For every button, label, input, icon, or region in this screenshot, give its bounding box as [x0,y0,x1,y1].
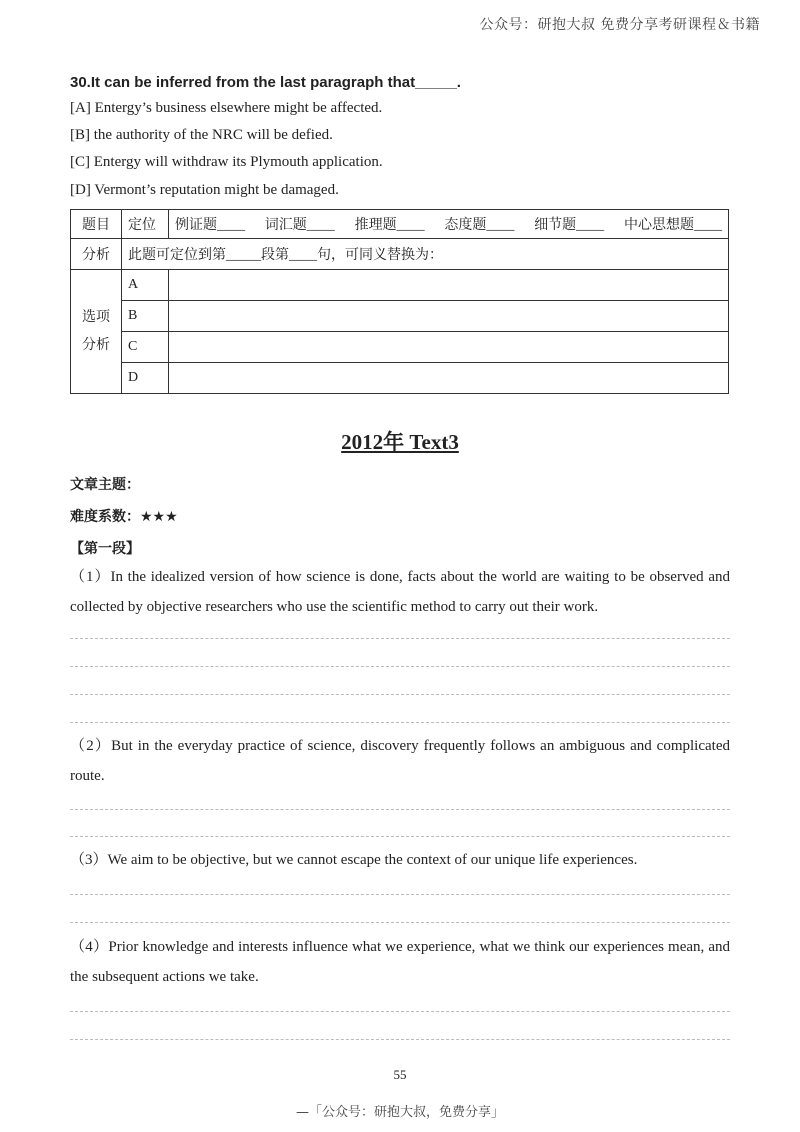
option-letter-b: B [122,301,169,332]
options-analysis-label [71,270,122,394]
table-position-label: 定位 [122,210,169,239]
analysis-table [70,209,729,394]
option-a: [A] Entergy’s business elsewhere might be affected. [70,100,383,116]
paragraph-heading: 【第一段】 [70,541,140,557]
article-theme: 文章主题： [70,477,140,493]
answer-line [70,809,730,810]
option-letter-d: D [122,363,169,394]
sentence-1: （1）In the idealized version of how science is done, facts about the world are waiting to be observed and collected by objective researchers who use the scientific method to carry out their work. [70,569,730,615]
table-head-question: 题目 [71,210,122,239]
table-head-analysis: 分析 [71,239,122,270]
option-blank-a [169,270,729,301]
type-inference: 推理题____ [354,218,425,233]
question-types-cell [169,210,729,239]
section-title: 2012年 Text3 [341,430,459,454]
options-label-line2: 分析 [82,337,110,353]
page-number: 55 [393,1067,407,1082]
answer-line [70,922,730,923]
answer-line [70,666,730,667]
analysis-text: 此题可定位到第_____段第____句，可同义替换为： [122,239,729,270]
answer-line [70,694,730,695]
option-letter-c: C [122,332,169,363]
option-d: [D] Vermont’s reputation might be damaged. [70,182,339,198]
question-title: 30.It can be inferred from the last paragraph that_____. [70,74,461,91]
answer-line [70,836,730,837]
option-blank-d [169,363,729,394]
sentence-2: （2）But in the everyday practice of science, discovery frequently follows an ambiguous and complicated route. [70,738,730,784]
sentence-4: （4）Prior knowledge and interests influence what we experience, what we think our experiences mean, and the subsequent actions we take. [70,939,730,985]
footer-note: —「公众号：研抱大叔，免费分享」 [295,1105,504,1120]
option-blank-b [169,301,729,332]
header-note: 公众号：研抱大叔 免费分享考研课程＆书籍 [479,17,760,33]
option-letter-a: A [122,270,169,301]
type-main-idea: 中心思想题____ [623,218,722,233]
type-example: 例证题____ [175,218,245,233]
answer-line [70,1011,730,1012]
type-attitude: 态度题____ [444,218,515,233]
answer-line [70,1039,730,1040]
type-detail: 细节题____ [534,218,605,233]
option-b: [B] the authority of the NRC will be defied. [70,127,333,143]
answer-line [70,894,730,895]
sentence-3: （3）We aim to be objective, but we cannot escape the context of our unique life experiences. [70,852,638,868]
options-label-line1: 选项 [82,309,110,325]
answer-line [70,638,730,639]
type-vocabulary: 词汇题____ [264,218,335,233]
answer-line [70,722,730,723]
option-c: [C] Entergy will withdraw its Plymouth application. [70,154,383,170]
option-blank-c [169,332,729,363]
difficulty: 难度系数：★★★ [70,509,178,525]
